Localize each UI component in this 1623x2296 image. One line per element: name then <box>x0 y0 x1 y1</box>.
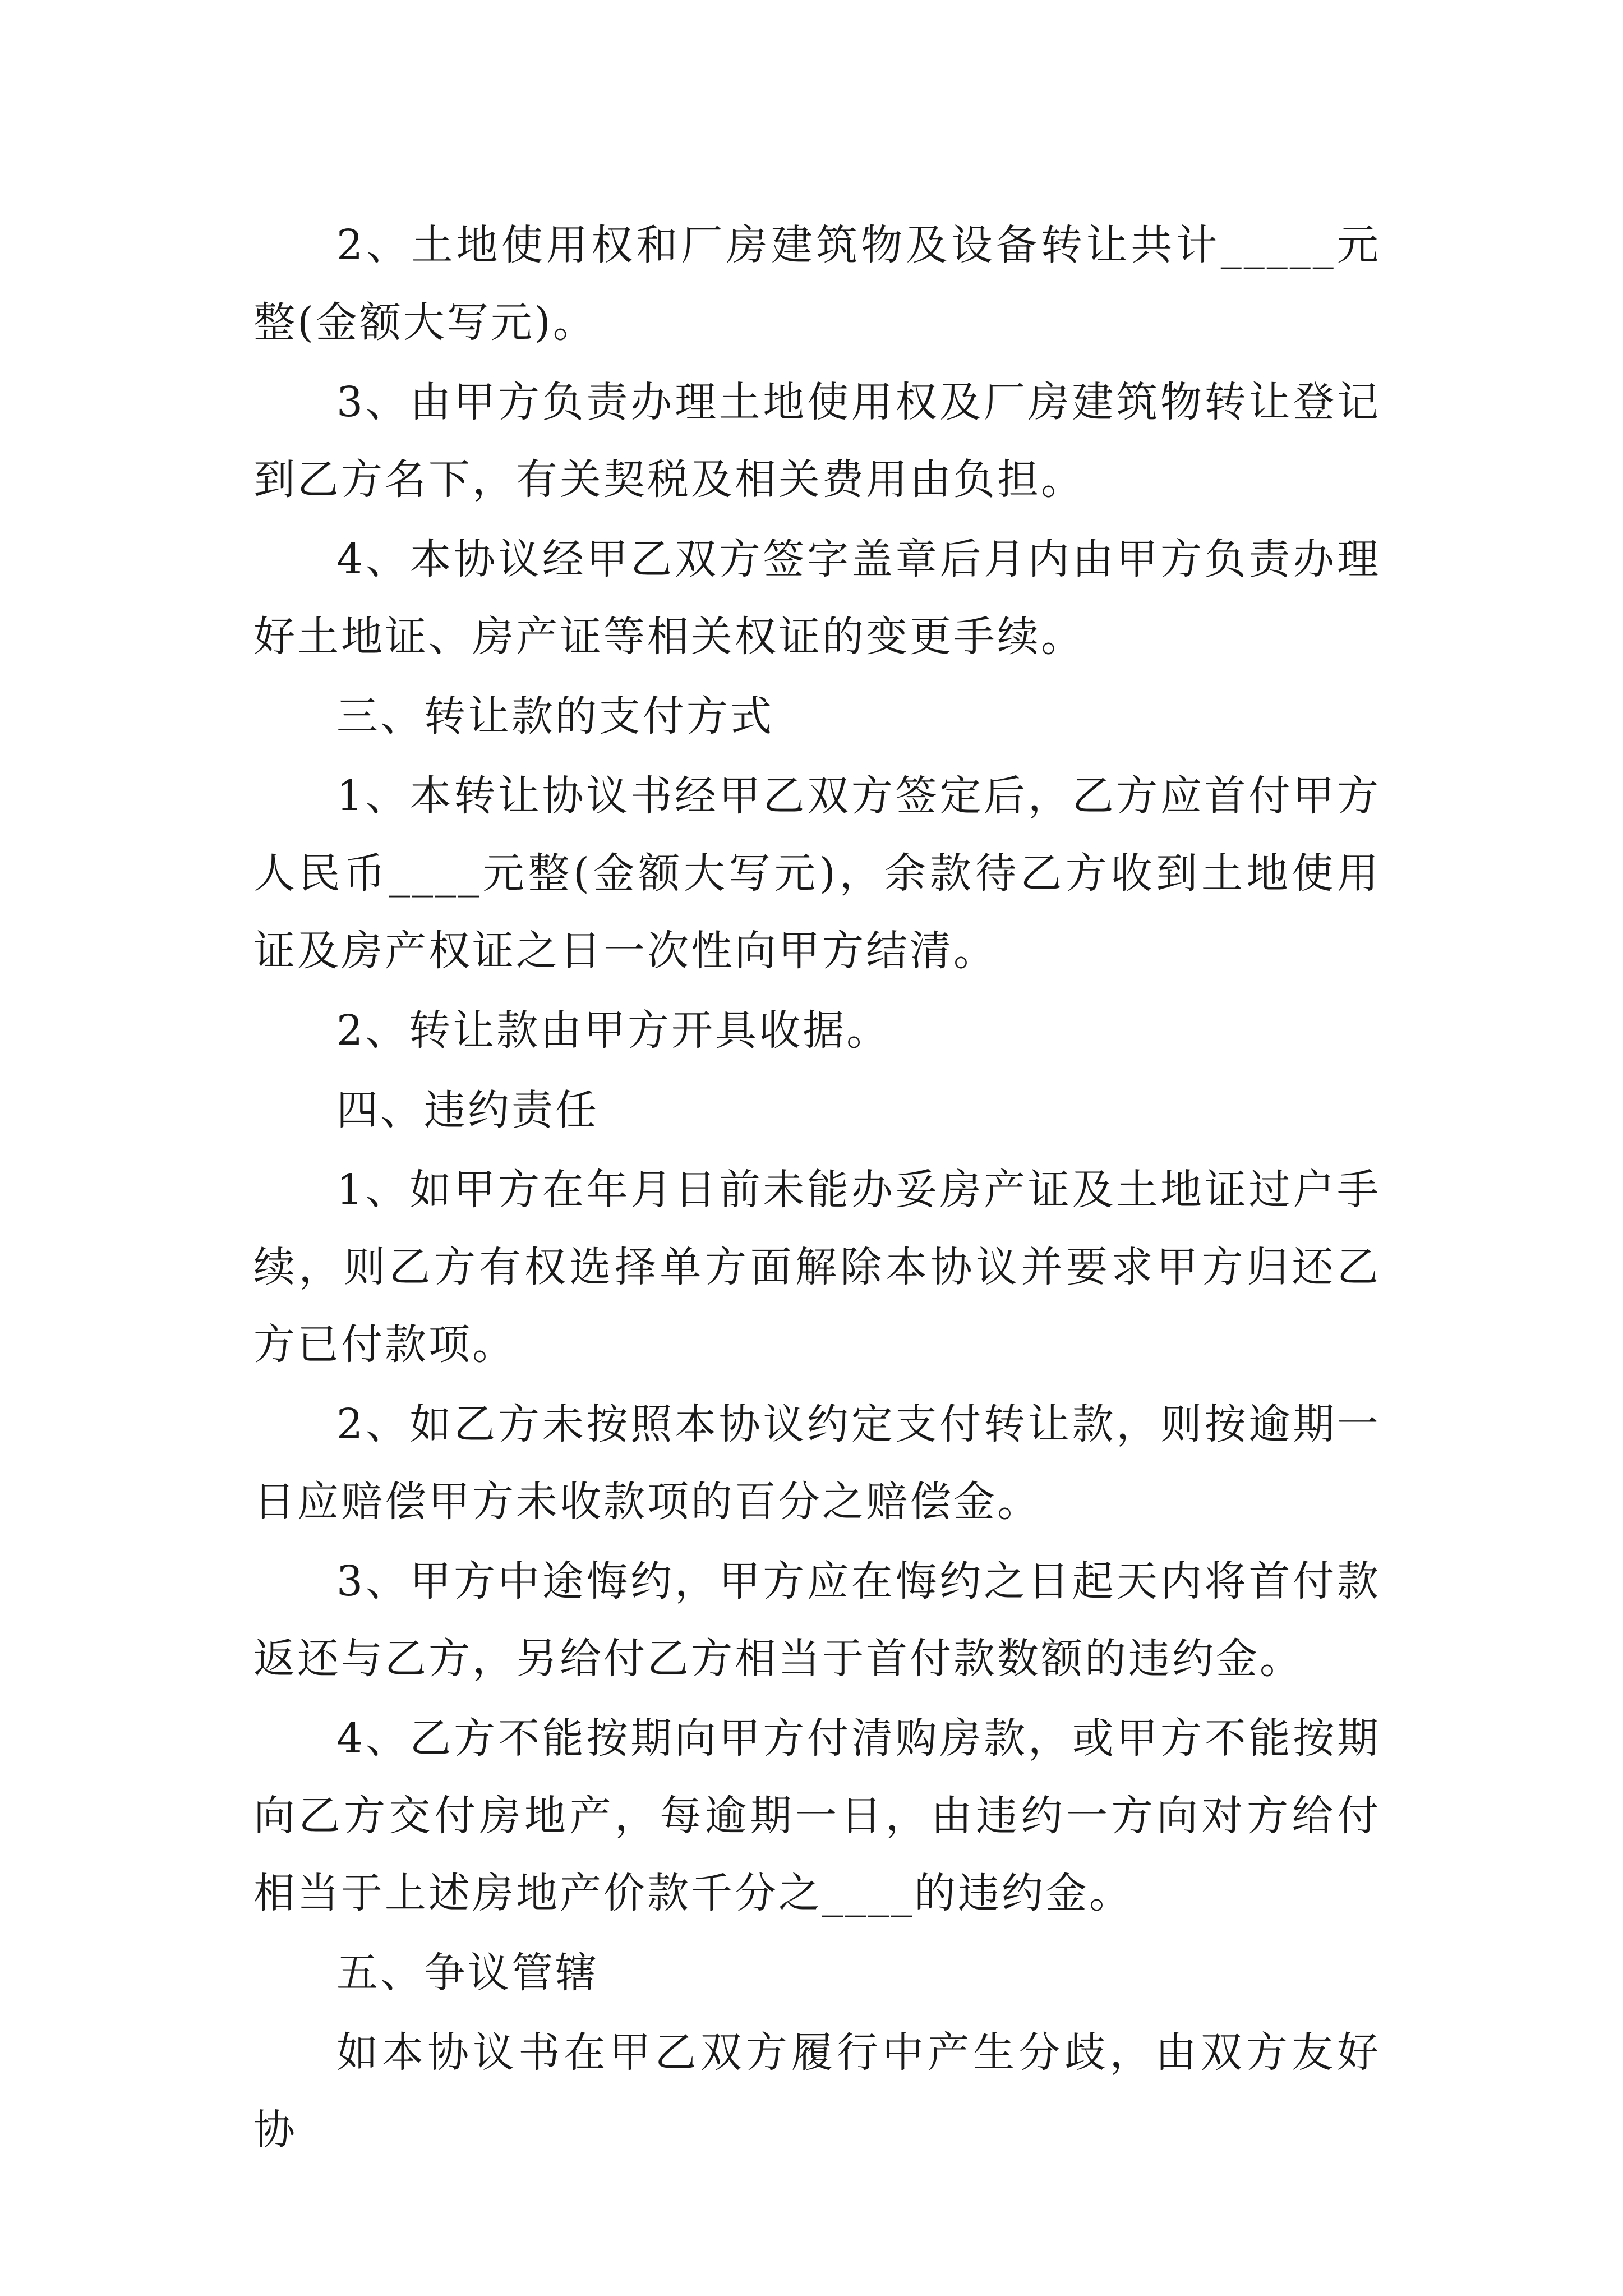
clause-3-registration: 3、由甲方负责办理土地使用权及厂房建筑物转让登记到乙方名下，有关契税及相关费用由负担。 <box>253 378 1381 504</box>
breach-clause-2: 2、如乙方未按照本协议约定支付转让款，则按逾期一日应赔偿甲方未收款项的百分之赔偿金。 <box>253 1400 1381 1526</box>
section-5-heading: 五、争议管辖 <box>336 1949 599 1997</box>
section-3-heading: 三、转让款的支付方式 <box>336 692 774 740</box>
section-4-heading: 四、违约责任 <box>336 1086 599 1134</box>
breach-clause-3: 3、甲方中途悔约，甲方应在悔约之日起天内将首付款返还与乙方，另给付乙方相当于首付款数额的违约金。 <box>253 1557 1381 1683</box>
dispute-clause: 如本协议书在甲乙双方履行中产生分歧，由双方友好协 <box>253 2028 1381 2154</box>
breach-clause-1: 1、如甲方在年月日前未能办妥房产证及土地证过户手续，则乙方有权选择单方面解除本协议并要求甲方归还乙方已付款项。 <box>253 1166 1381 1369</box>
clause-4-certificate-change: 4、本协议经甲乙双方签字盖章后月内由甲方负责办理好土地证、房产证等相关权证的变更手续。 <box>253 535 1381 661</box>
document-page <box>253 206 1381 2169</box>
clause-2-total-price: 2、土地使用权和厂房建筑物及设备转让共计_____元整(金额大写元)。 <box>253 221 1381 347</box>
breach-clause-4: 4、乙方不能按期向甲方付清购房款，或甲方不能按期向乙方交付房地产，每逾期一日，由违约一方向对方给付相当于上述房地产价款千分之____的违约金。 <box>253 1714 1381 1917</box>
payment-clause-1: 1、本转让协议书经甲乙双方签定后，乙方应首付甲方人民币____元整(金额大写元)，余款待乙方收到土地使用证及房产权证之日一次性向甲方结清。 <box>253 772 1381 975</box>
payment-clause-2: 2、转让款由甲方开具收据。 <box>336 1006 891 1055</box>
